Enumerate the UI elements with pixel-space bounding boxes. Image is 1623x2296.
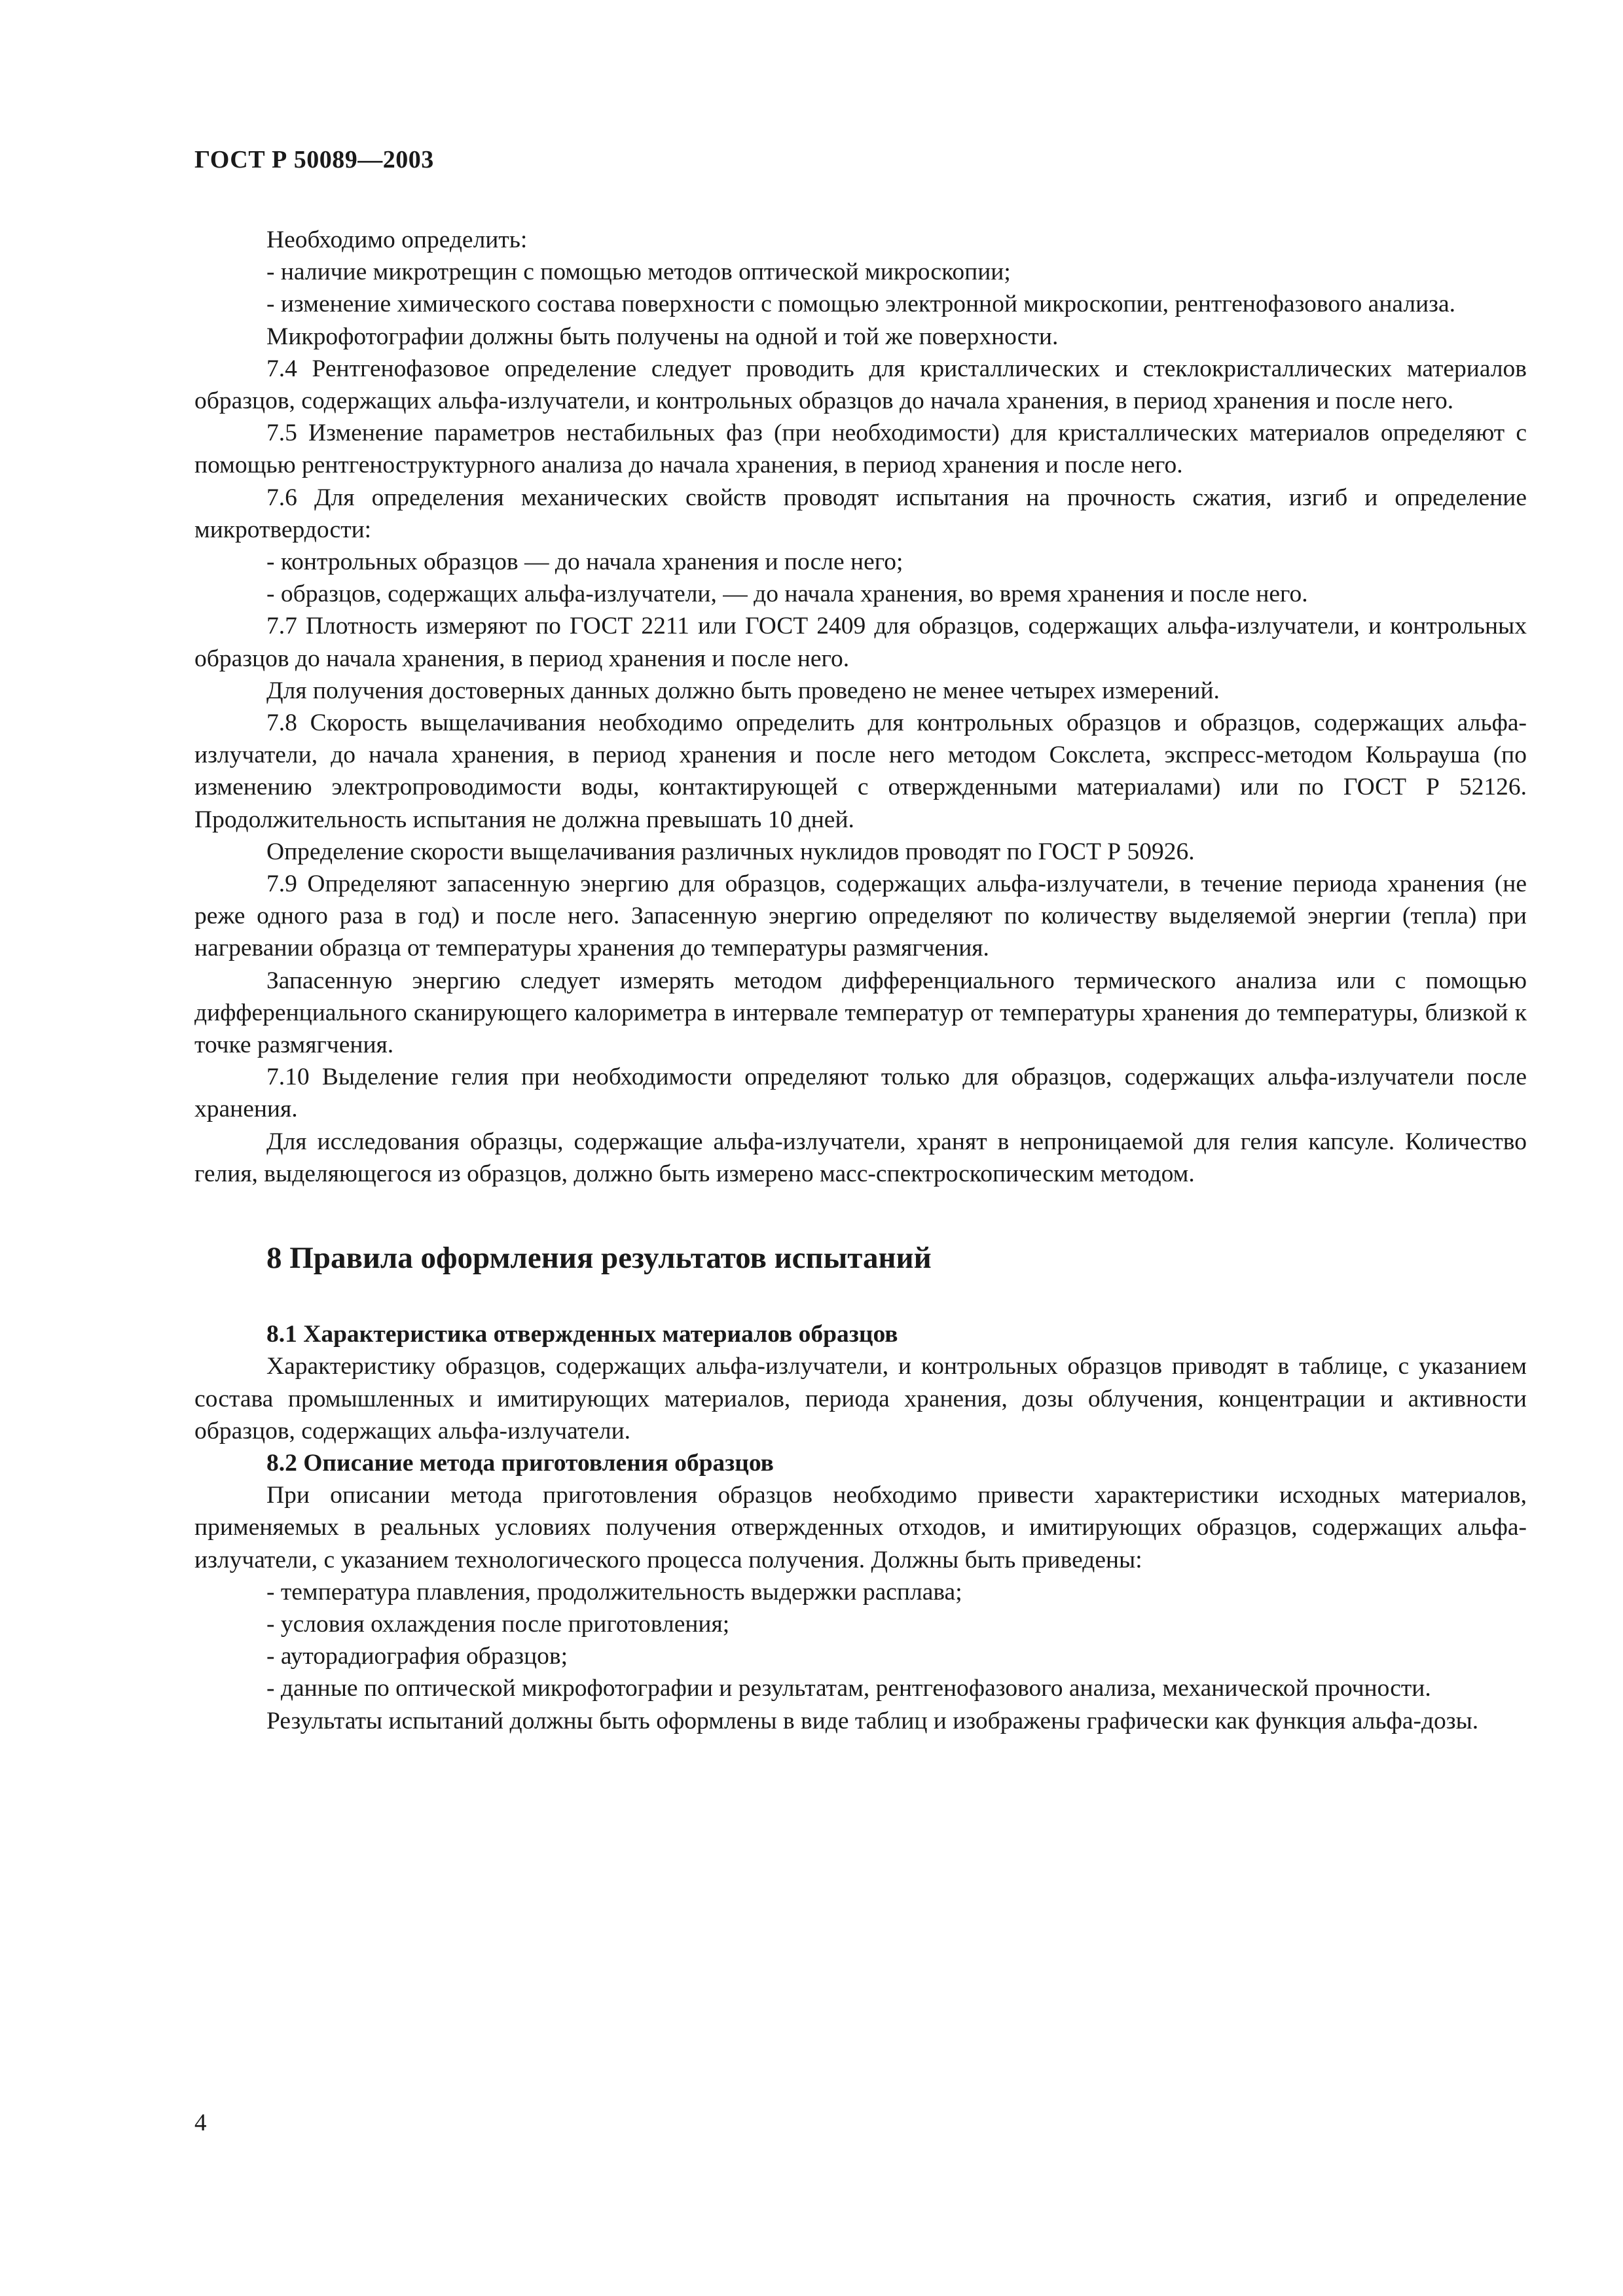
paragraph: Определение скорости выщелачивания различных нуклидов проводят по ГОСТ Р 50926. <box>266 838 1195 865</box>
clause-7-8: 7.8 Скорость выщелачивания необходимо определить для контрольных образцов и образцов, содержащих альфа-излучатели, до начала хранения, в период хранения и после него методом Сокслета, экспресс-методом Кольрауша (по изменению электропроводимости воды, контактирующей с отвержденными материалами) или по ГОСТ Р 52126. Продолжительность испытания не должна превышать 10 дней. <box>194 709 1527 833</box>
clause-7-7: 7.7 Плотность измеряют по ГОСТ 2211 или ГОСТ 2409 для образцов, содержащих альфа-излучатели, и контрольных образцов до начала хранения, в период хранения и после него. <box>194 613 1527 672</box>
list-item: - ауторадиография образцов; <box>266 1643 568 1670</box>
page-body <box>194 224 1527 1737</box>
clause-7-5: 7.5 Изменение параметров нестабильных фаз (при необходимости) для кристаллических материалов определяют с помощью рентгеноструктурного анализа до начала хранения, в период хранения и после него. <box>194 420 1527 479</box>
paragraph: Микрофотографии должны быть получены на одной и той же поверхности. <box>266 323 1059 350</box>
clause-7-9: 7.9 Определяют запасенную энергию для образцов, содержащих альфа-излучатели, в течение периода хранения (не реже одного раза в год) и после него. Запасенную энергию определяют по количеству выделяемой энергии (тепла) при нагревании образца от температуры хранения до температуры размягчения. <box>194 870 1527 962</box>
subsection-8-2-heading: 8.2 Описание метода приготовления образцов <box>266 1449 774 1477</box>
clause-7-4: 7.4 Рентгенофазовое определение следует проводить для кристаллических и стеклокристаллических материалов образцов, содержащих альфа-излучатели, и контрольных образцов до начала хранения, в период хранения и после него. <box>194 355 1527 415</box>
paragraph: Для получения достоверных данных должно быть проведено не менее четырех измерений. <box>266 677 1220 704</box>
section-8 <box>194 1318 1527 1737</box>
clause-7-6: 7.6 Для определения механических свойств проводят испытания на прочность сжатия, изгиб и определение микротвердости: <box>194 484 1527 543</box>
paragraph: Результаты испытаний должны быть оформлены в виде таблиц и изображены графически как функция альфа-дозы. <box>266 1707 1479 1734</box>
page-number: 4 <box>194 2109 207 2136</box>
subsection-8-1-heading: 8.1 Характеристика отвержденных материалов образцов <box>266 1321 898 1348</box>
paragraph: - наличие микротрещин с помощью методов оптической микроскопии; <box>266 259 1011 286</box>
paragraph: - контрольных образцов — до начала хранения и после него; <box>266 548 903 576</box>
document-code: ГОСТ Р 50089—2003 <box>194 146 434 173</box>
list-item: - данные по оптической микрофотографии и результатам, рентгенофазового анализа, механической прочности. <box>266 1675 1431 1702</box>
paragraph: При описании метода приготовления образцов необходимо привести характеристики исходных материалов, применяемых в реальных условиях получения отвержденных отходов, и имитирующих образцов, содержащих альфа-излучатели, с указанием технологического процесса получения. Должны быть приведены: <box>194 1482 1527 1573</box>
clause-7-10: 7.10 Выделение гелия при необходимости определяют только для образцов, содержащих альфа-излучатели после хранения. <box>194 1064 1527 1123</box>
paragraph: - изменение химического состава поверхности с помощью электронной микроскопии, рентгенофазового анализа. <box>266 291 1455 318</box>
list-item: - температура плавления, продолжительность выдержки расплава; <box>266 1578 962 1605</box>
paragraph: Для исследования образцы, содержащие альфа-излучатели, хранят в непроницаемой для гелия капсуле. Количество гелия, выделяющегося из образцов, должно быть измерено масс-спектроскопическим методом. <box>194 1128 1527 1187</box>
section-8-heading: 8 Правила оформления результатов испытаний <box>266 1241 932 1276</box>
paragraph: Характеристику образцов, содержащих альфа-излучатели, и контрольных образцов приводят в таблице, с указанием состава промышленных и имитирующих материалов, периода хранения, дозы облучения, концентрации и активности образцов, содержащих альфа-излучатели. <box>194 1353 1527 1444</box>
paragraph: - образцов, содержащих альфа-излучатели, — до начала хранения, во время хранения и после него. <box>266 581 1308 608</box>
section-7-continuation <box>194 224 1527 1190</box>
paragraph: Запасенную энергию следует измерять методом дифференциального термического анализа или с помощью дифференциального сканирующего калориметра в интервале температур от температуры хранения до температуры, близкой к точке размягчения. <box>194 967 1527 1059</box>
paragraph: Необходимо определить: <box>266 226 528 253</box>
list-item: - условия охлаждения после приготовления; <box>266 1610 730 1638</box>
